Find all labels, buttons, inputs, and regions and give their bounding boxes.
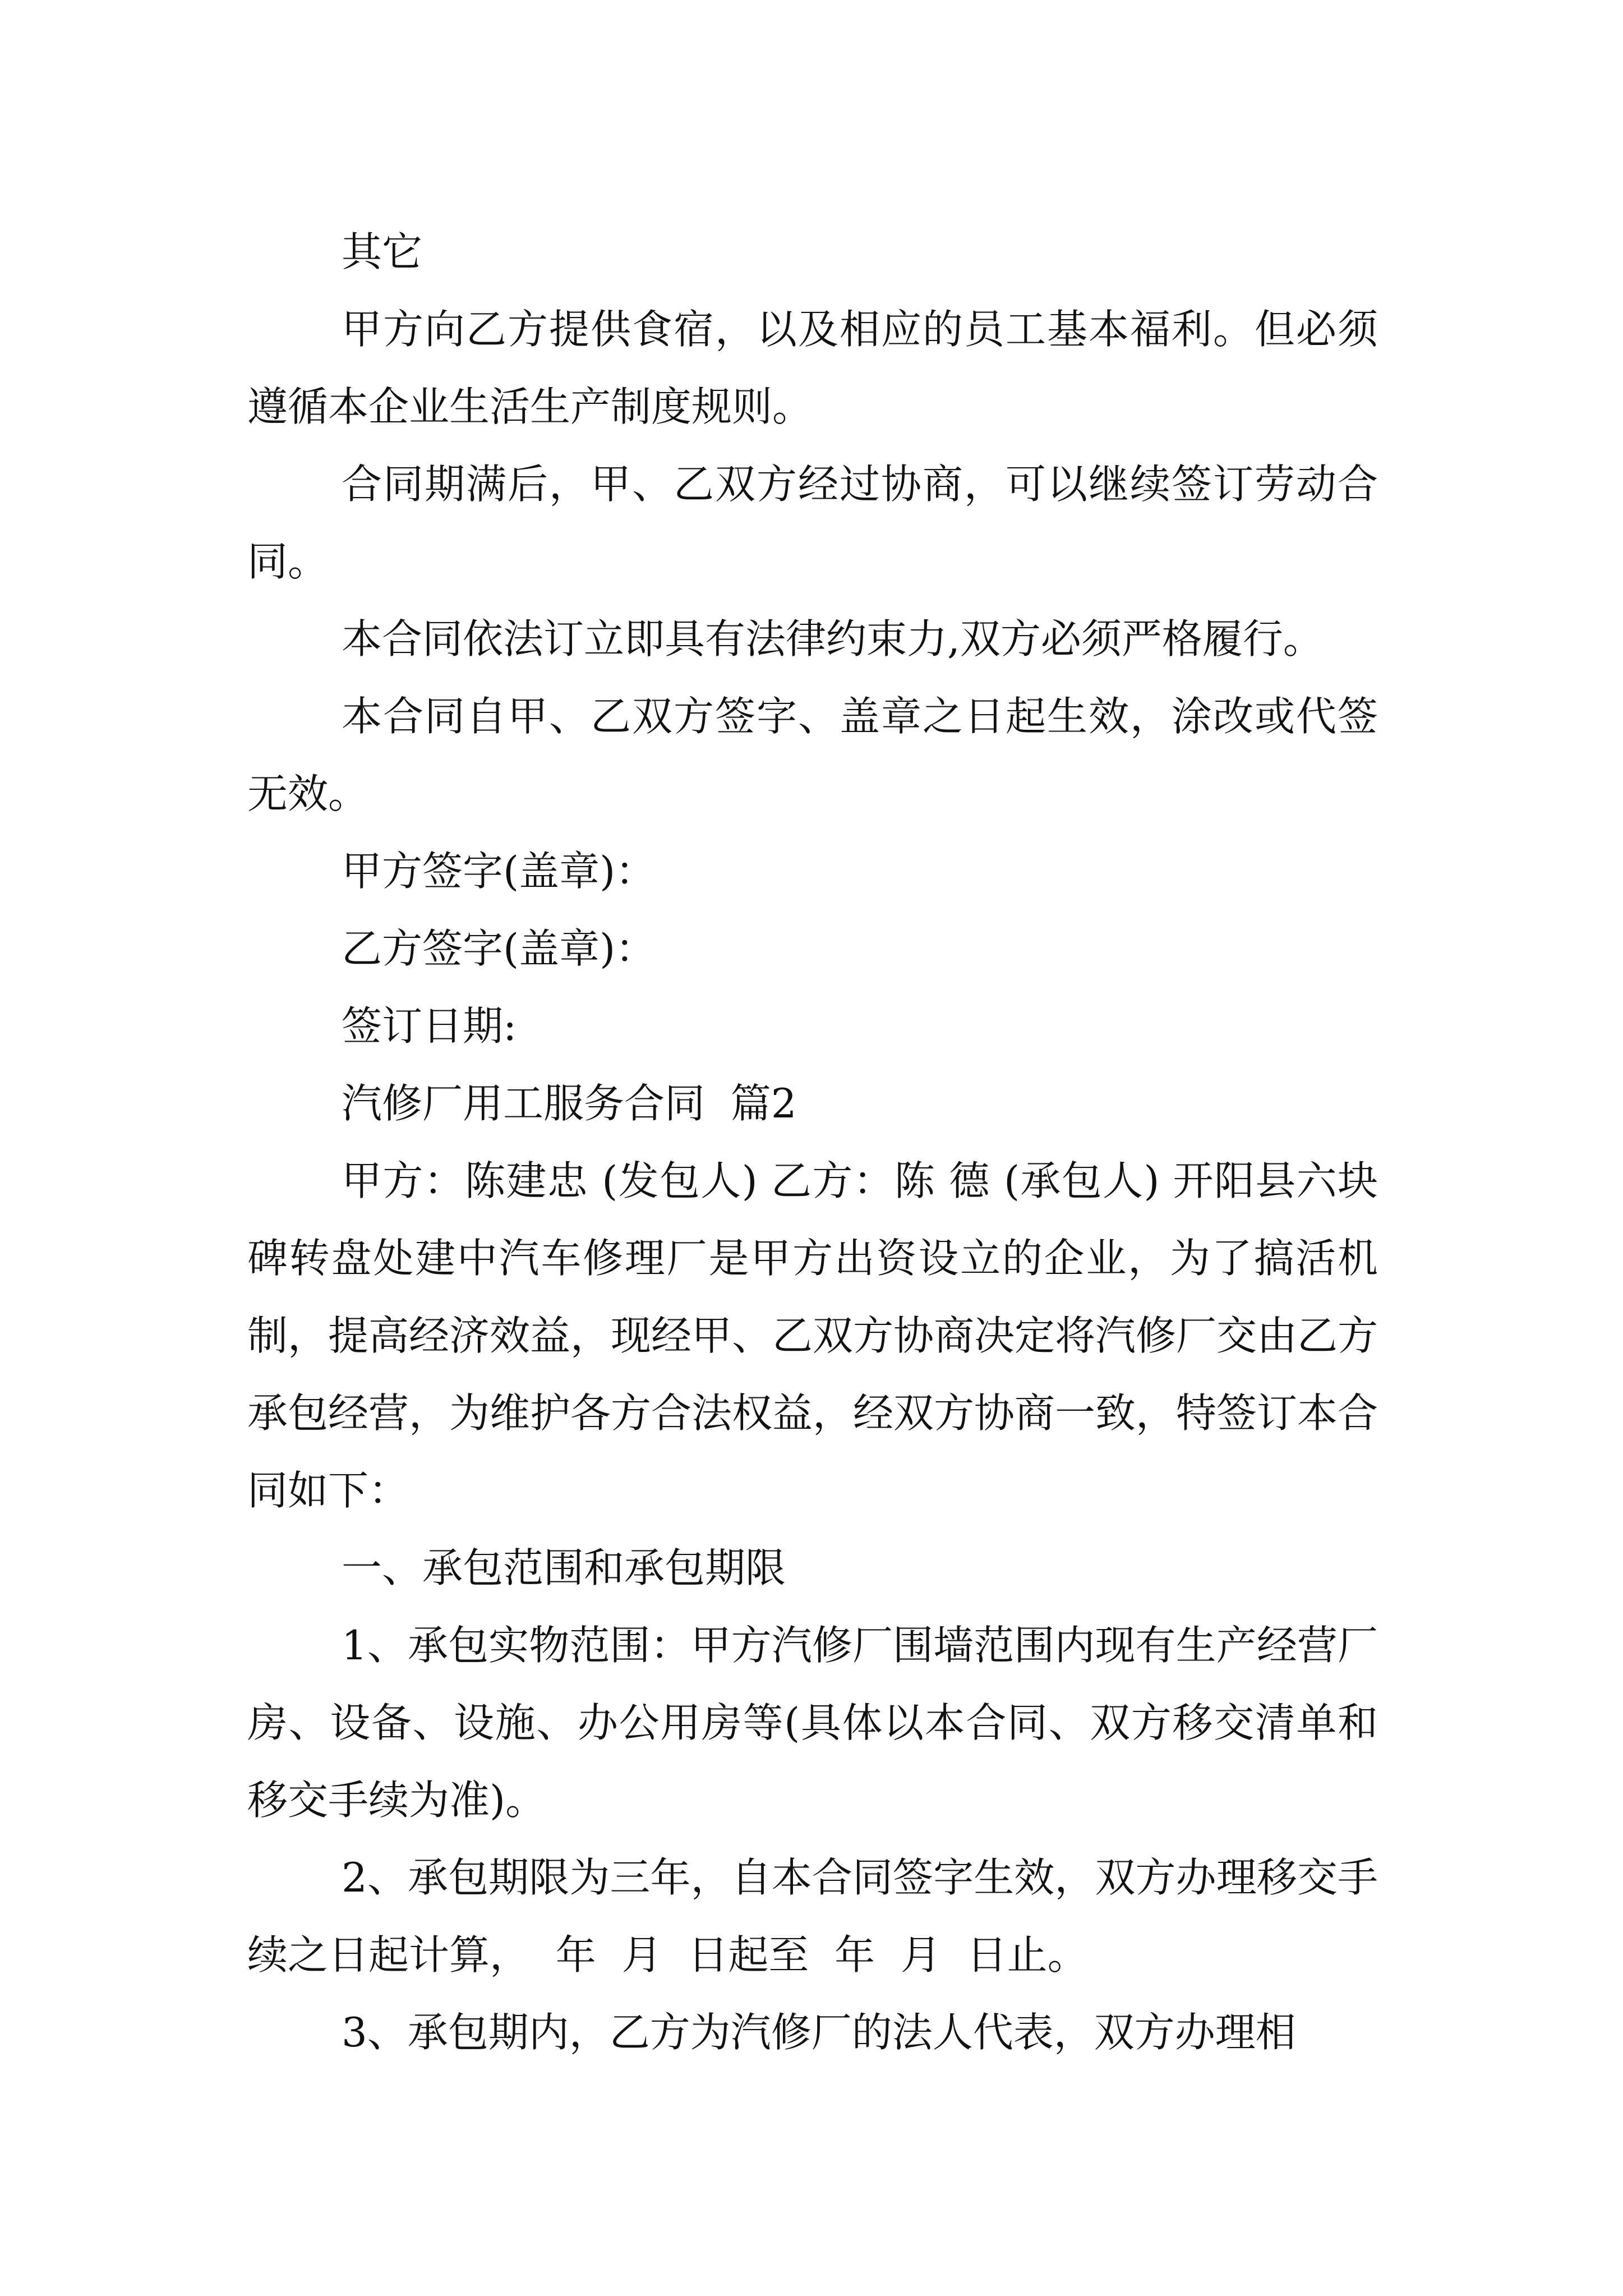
- section-title-part-2: 汽修厂用工服务合同 篇2: [342, 1080, 797, 1127]
- party-b-signature-line: 乙方签字(盖章)：: [342, 925, 656, 972]
- paragraph-parties-intro: 甲方：陈建忠 (发包人) 乙方：陈 德 (承包人) 开阳县六块碑转盘处建中汽车修理厂是甲方出资设立的企业，为了搞活机制，提高经济效益，现经甲、乙双方协商决定将汽修厂交由乙方承包经营，为维护各方合法权益，经双方协商一致，特签订本合同如下：: [247, 1157, 1378, 1514]
- paragraph-other-heading: 其它: [342, 228, 423, 275]
- document-body: [247, 213, 1378, 2071]
- paragraph-legal-binding: 本合同依法订立即具有法律约束力,双方必须严格履行。: [342, 615, 1324, 662]
- paragraph-contract-renewal: 合同期满后，甲、乙双方经过协商，可以继续签订劳动合同。: [247, 461, 1378, 585]
- clause-1-scope: 1、承包实物范围：甲方汽修厂围墙范围内现有生产经营厂房、设备、设施、办公用房等(具体以本合同、双方移交清单和移交手续为准)。: [247, 1622, 1378, 1824]
- clause-2-term: 2、承包期限为三年，自本合同签字生效，双方办理移交手续之日起计算， 年 月 日起至 年 月 日止。: [247, 1854, 1378, 1978]
- signing-date-line: 签订日期:: [342, 1002, 517, 1050]
- heading-scope-and-term: 一、承包范围和承包期限: [342, 1544, 786, 1591]
- clause-3-legal-rep: 3、承包期内，乙方为汽修厂的法人代表，双方办理相: [342, 2009, 1296, 2056]
- paragraph-effective-date: 本合同自甲、乙双方签字、盖章之日起生效，涂改或代签无效。: [247, 693, 1378, 817]
- party-a-signature-line: 甲方签字(盖章)：: [342, 848, 656, 895]
- paragraph-room-and-board: 甲方向乙方提供食宿，以及相应的员工基本福利。但必须遵循本企业生活生产制度规则。: [247, 306, 1378, 430]
